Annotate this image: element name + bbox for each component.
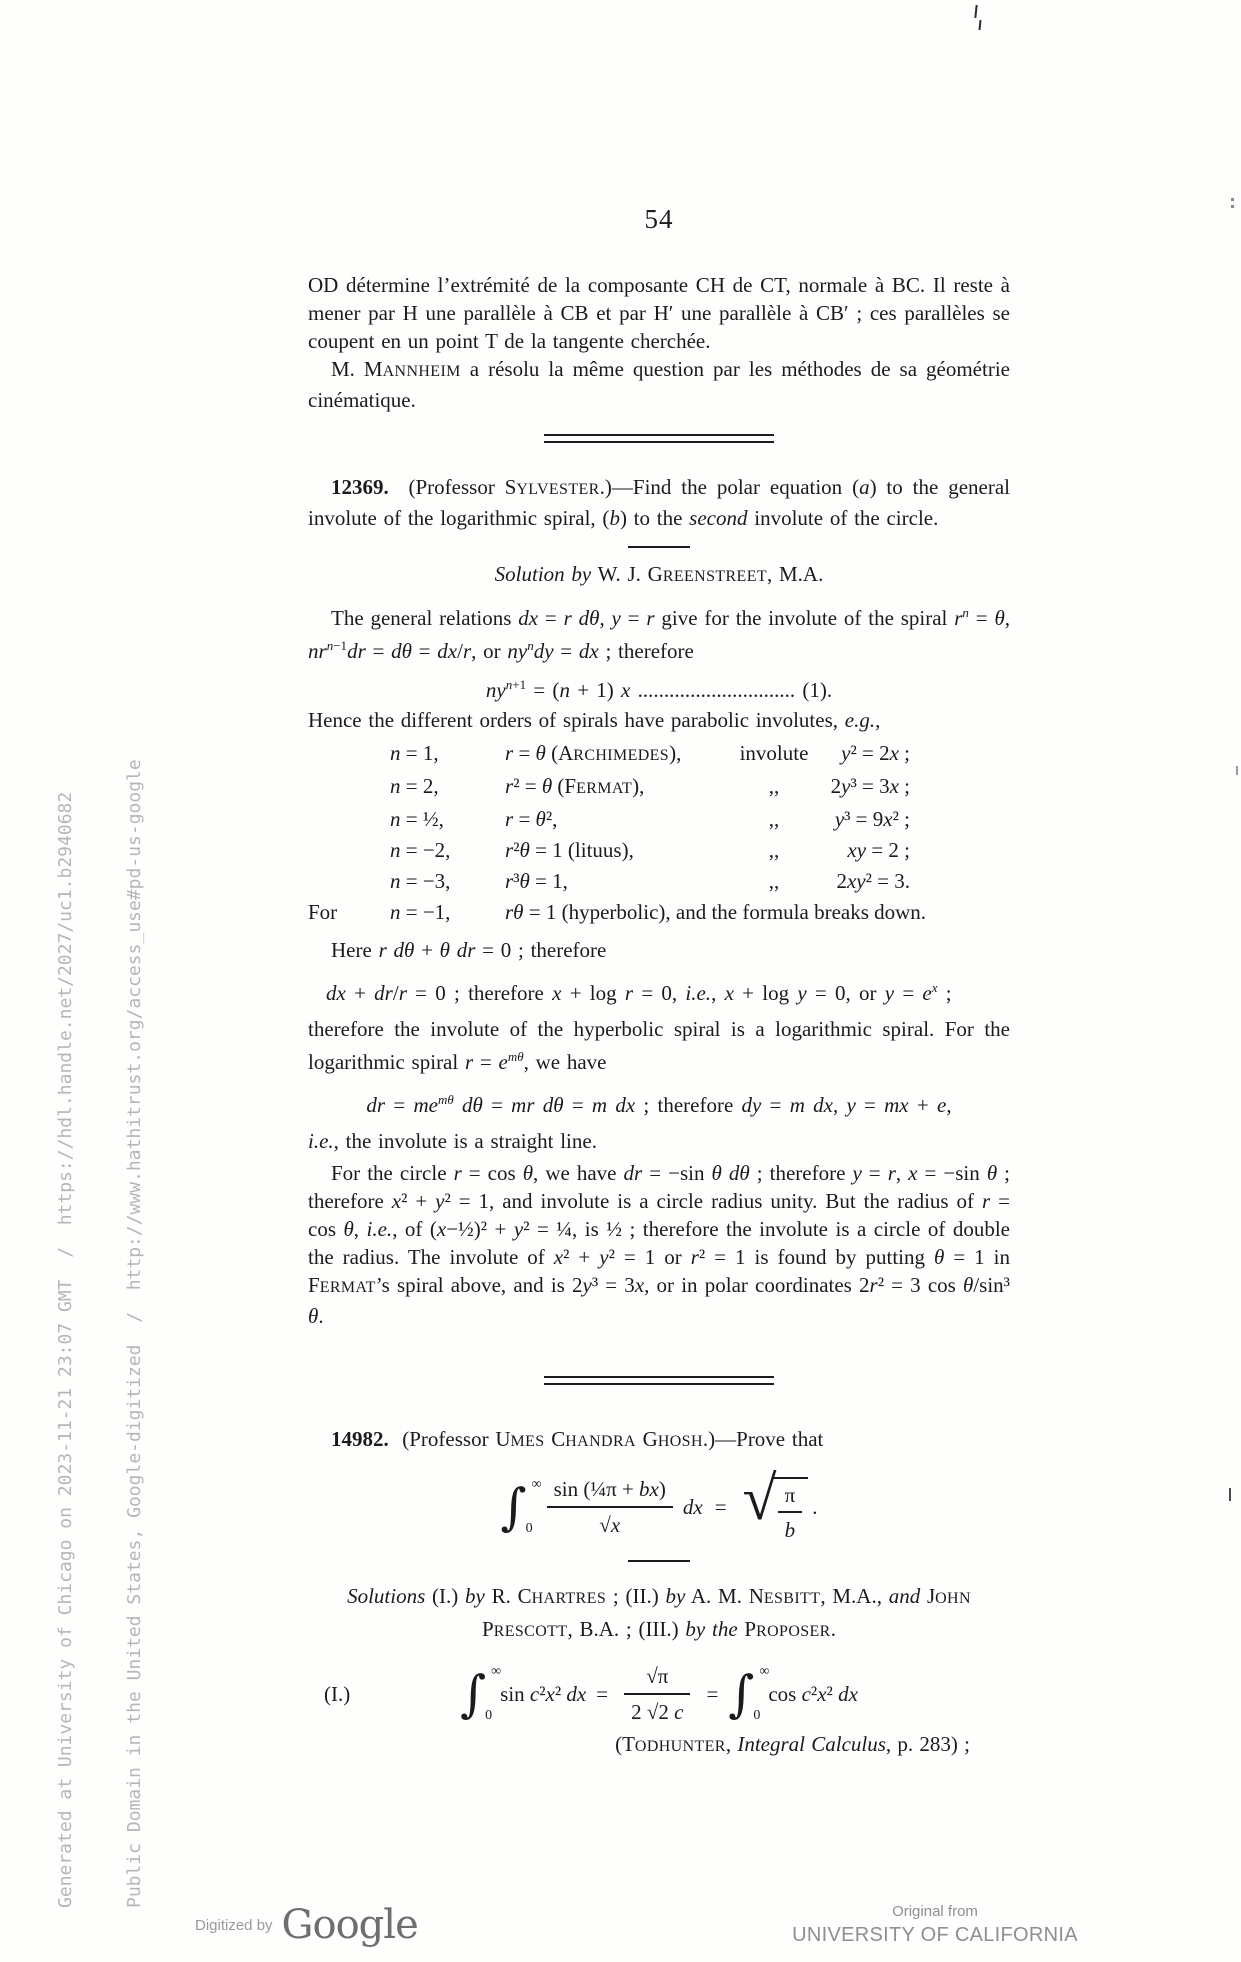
equals-sign: = <box>714 1495 727 1519</box>
french-paragraph-1: OD détermine l’extrémité de la composante CH de CT, normale à BC. Il reste à mener par H une parallèle à CB et par H′ une parallèle à CB′ ; ces parallèles se coupent en un point T de la tangente cherchée. <box>308 273 1010 353</box>
integral-lower-bound: 0 <box>753 1708 761 1723</box>
integral-upper-bound: ∞ <box>531 1477 542 1492</box>
dx-term: dx <box>682 1495 703 1519</box>
sidebar-line-2: Public Domain in the United States, Google-digitized / http://www.hathitrust.org/access_use#pd-us-google <box>124 759 145 1908</box>
solution-paragraph-2: therefore the involute of the hyperbolic spiral is a logarithmic spiral. For the logarithmic spiral $r = e^{m\theta}$, we have <box>308 1017 1010 1074</box>
french-paragraph-2: M. MANNHEIM a résolu la même question par les méthodes de sa géométrie cinématique. <box>308 357 1010 412</box>
problem-12369-statement: 12369. (Professor SYLVESTER.)—Find the polar equation (a) to the general involute of the logarithmic spiral, (b) to the second involute of the circle. <box>308 475 1010 530</box>
solution-I-label: (I.) <box>324 1682 351 1706</box>
table-cell-pre <box>308 771 390 804</box>
scan-artifact <box>1236 766 1238 775</box>
table-cell-involute: ,, <box>768 869 780 893</box>
table-cell-equation: y² = 2x ; <box>841 741 910 765</box>
todhunter-reference: (TODHUNTER, Integral Calculus, p. 283) ; <box>615 1732 970 1756</box>
solution-attribution: Solution by W. J. GREENSTREET, M.A. <box>494 562 824 586</box>
equation-14982 <box>308 1465 1010 1544</box>
table-cell-involute: ,, <box>768 838 780 862</box>
solution-paragraph-1: The general relations dx = r dθ, y = r give for the involute of the spiral $r^n = \theta$, $nr^{n-1}dr = d\theta = dx/r$, or $ny^ndy$ = dx ; therefore <box>308 605 1011 663</box>
original-from-label: Original from <box>892 1903 978 1920</box>
solutions-attribution-line-1: Solutions (I.) by R. CHARTRES ; (II.) by A. M. NESBITT, M.A., and JOHN <box>347 1584 971 1608</box>
equation-1: $ny^{n+1} = (n + 1)$ x .............................. (1). <box>485 677 833 702</box>
table-cell-n: n = 2, <box>390 774 439 798</box>
hathitrust-sidebar <box>8 708 192 1908</box>
integral-sign: ∫ <box>460 1665 487 1723</box>
table-cell-n: n = −3, <box>390 869 451 893</box>
integral-sign: ∫ <box>500 1478 527 1536</box>
digitized-by-label: Digitized by <box>195 1916 273 1934</box>
section-divider <box>544 434 774 443</box>
radical-sign: √ <box>742 1465 777 1533</box>
table-cell-equation: 2y³ = 3x ; <box>830 774 910 798</box>
table-cell-spiral: rθ = 1 (hyperbolic), and the formula breaks down. <box>505 900 927 924</box>
solution-divider <box>628 546 690 548</box>
circle-paragraph: For the circle r = cos θ, we have dr = −sin θ dθ ; therefore y = r, x = −sin θ ; therefore x² + y² = 1, and involute is a circle radius unity. But the radius of r = cos θ, i.e., of (x−½)² + y² = ¼, is ½ ; therefore the involute is a circle of double the radius. The involute of x² + y² = 1 or r² = 1 is found by putting θ = 1 in FERMAT’s spiral above, and is 2y³ = 3x, or in polar coordinates 2r² = 3 cos θ/sin³ θ. <box>308 1161 1011 1328</box>
table-cell-spiral: r² = θ (FERMAT), <box>505 774 645 798</box>
dr-equation-line: dr = $me^{m\theta}$ dθ = mr dθ = m dx ; therefore dy = m dx, y = mx + e, <box>366 1092 952 1117</box>
table-cell-equation: 2xy² = 3. <box>836 869 910 893</box>
table-cell-n: n = ½, <box>390 807 444 831</box>
cosine-term: cos c²x² dx <box>768 1682 858 1706</box>
table-cell-pre: For <box>308 900 338 924</box>
solutions-attribution-line-2: PRESCOTT, B.A. ; (III.) by the PROPOSER. <box>482 1617 836 1641</box>
table-cell-spiral: r = θ², <box>505 807 558 831</box>
hence-line: Hence the different orders of spirals have parabolic involutes, e.g., <box>308 708 881 732</box>
table-cell-pre <box>308 866 390 897</box>
integral-upper-bound: ∞ <box>491 1664 502 1679</box>
table-cell-involute: involute <box>739 741 809 765</box>
equals-sign: = <box>596 1682 609 1706</box>
table-cell-n: n = −2, <box>390 838 451 862</box>
dx-equation-line: dx + dr/r = 0 ; therefore x + log r = 0, i.e., x + log y = 0, or $y = e^x$ ; <box>326 980 952 1005</box>
integral-sign: ∫ <box>728 1665 755 1723</box>
table-cell-n: n = 1, <box>390 741 439 765</box>
radical-numerator: π <box>784 1483 796 1507</box>
table-cell-pre <box>308 804 390 835</box>
section-divider <box>544 1376 774 1385</box>
equals-sign: = <box>706 1682 719 1706</box>
table-cell-spiral: r²θ = 1 (lituus), <box>505 838 634 862</box>
integral-lower-bound: 0 <box>485 1708 493 1723</box>
table-cell-pre <box>308 835 390 866</box>
provenance-footer <box>790 1903 1080 1947</box>
google-footer <box>195 1902 418 1948</box>
page-number: 54 <box>644 204 674 234</box>
table-cell-n: n = −1, <box>390 900 451 924</box>
sidebar-line-1: Generated at University of Chicago on 2023-11-21 23:07 GMT / https://hdl.handle.net/2027/uc1.b2940682 <box>55 791 76 1908</box>
table-cell-involute: ,, <box>768 774 780 798</box>
integral-upper-bound: ∞ <box>759 1664 770 1679</box>
table-cell-involute: ,, <box>768 807 780 831</box>
ie-line: i.e., the involute is a straight line. <box>308 1129 597 1153</box>
fraction <box>624 1662 690 1726</box>
integral <box>460 1664 502 1723</box>
table-cell-pre <box>308 738 390 771</box>
integral <box>728 1664 770 1723</box>
university-label: UNIVERSITY OF CALIFORNIA <box>792 1924 1078 1946</box>
table-cell-equation: xy = 2 ; <box>847 838 910 862</box>
fraction-denominator: 2 √2 c <box>624 1693 690 1726</box>
solution-divider <box>628 1560 690 1562</box>
radical <box>742 1465 809 1544</box>
fraction-numerator: sin (¼π + bx) <box>553 1477 666 1501</box>
fraction <box>547 1475 673 1539</box>
integral-lower-bound: 0 <box>525 1521 533 1536</box>
google-logo: Google <box>281 1902 418 1948</box>
table-cell-equation: y³ = 9x² ; <box>834 807 910 831</box>
sine-term: sin c²x² dx <box>500 1682 587 1706</box>
solution-I-equation <box>308 1662 1010 1726</box>
page-content <box>308 0 1010 1761</box>
table-cell-spiral: r = θ (ARCHIMEDES), <box>505 741 682 765</box>
here-line: Here r dθ + θ dr = 0 ; therefore <box>331 938 607 962</box>
radical-denominator: b <box>778 1511 803 1544</box>
equation-period: . <box>812 1495 818 1519</box>
scan-artifact <box>1231 198 1234 201</box>
problem-14982-statement: 14982. (Professor UMES CHANDRA GHOSH.)—Prove that <box>331 1427 824 1451</box>
scan-artifact <box>1229 1488 1231 1501</box>
spiral-involute-table <box>308 738 1010 928</box>
fraction-numerator: √π <box>646 1664 669 1688</box>
table-cell-spiral: r³θ = 1, <box>505 869 568 893</box>
fraction-denominator: √x <box>547 1506 673 1539</box>
integral <box>500 1477 542 1536</box>
